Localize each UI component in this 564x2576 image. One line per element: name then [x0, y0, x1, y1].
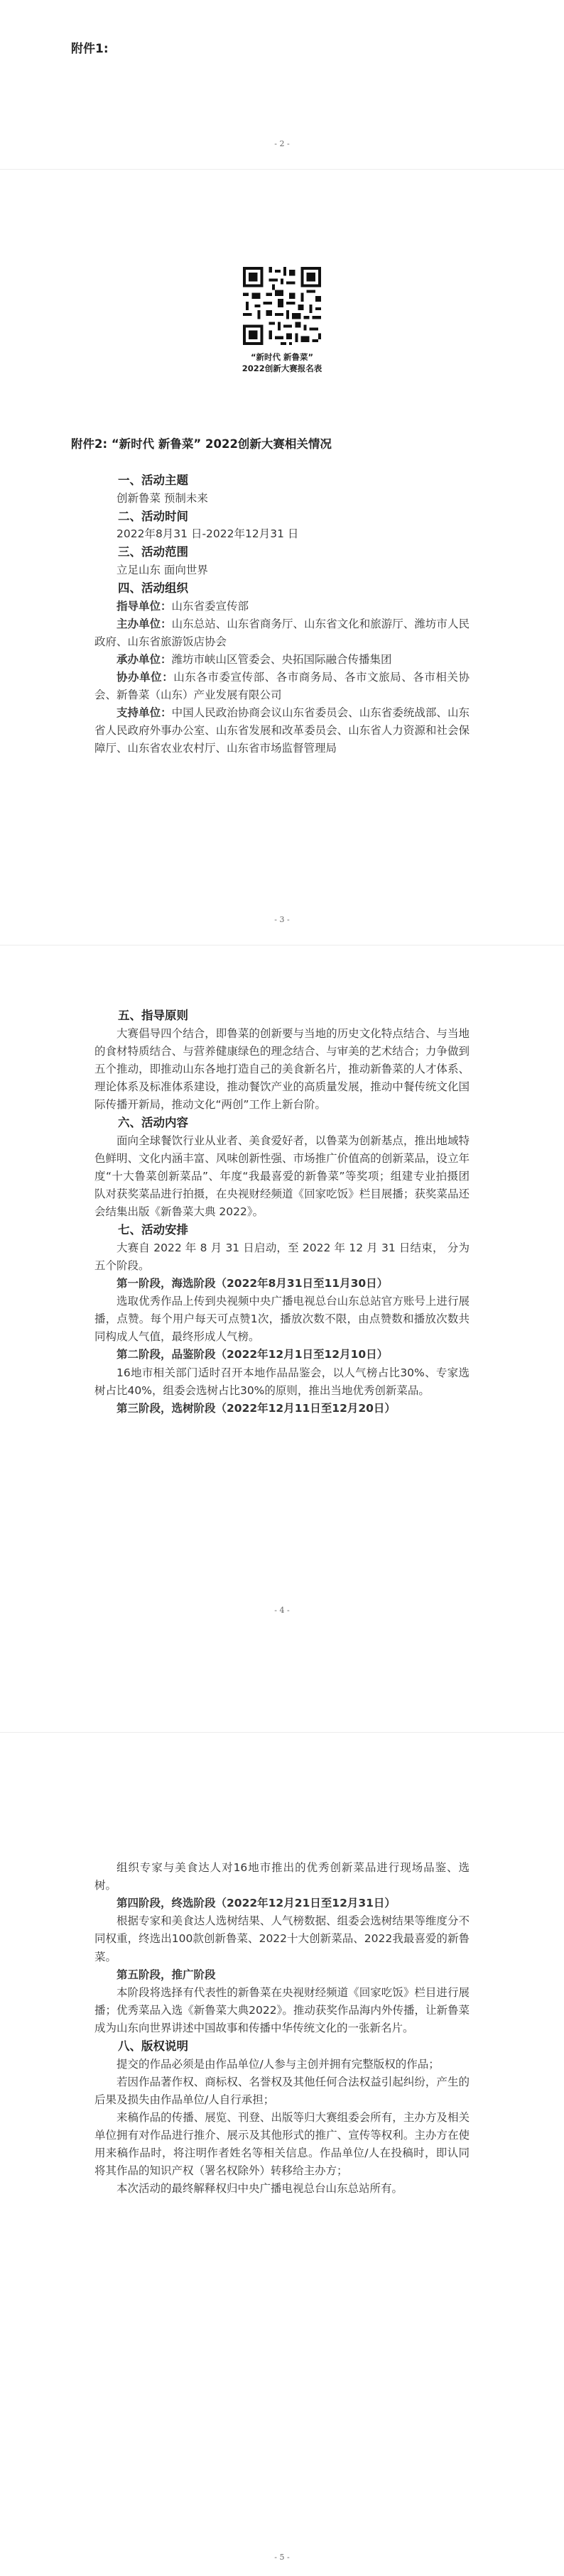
section-heading: 三、活动范围 — [118, 545, 188, 559]
page-number: - 2 - — [274, 139, 290, 148]
org-host — [94, 615, 470, 651]
section-text: 2022年8月31 日-2022年12月31 日 — [116, 527, 299, 541]
annex2-title: 附件2: “新时代 新鲁菜” 2022创新大赛相关情况 — [71, 437, 332, 451]
org-text: 山东各市委宣传部、各市商务局、各市文旅局、各市相关协会、新鲁菜（山东）产业发展有限公司 — [94, 671, 470, 702]
copyright-item: 本次活动的最终解释权归中央广播电视总台山东总站所有。 — [116, 2182, 403, 2196]
phase-text: 本阶段将选择有代表性的新鲁菜在央视财经频道《回家吃饭》栏目进行展播；优秀菜品入选《新鲁菜大典2022》。推动获奖作品海内外传播，让新鲁菜成为山东向世界讲述中国故事和传播中华传统文化的一张新名片。 — [94, 1985, 470, 2034]
qr-caption-line2: 2022创新大赛报名表 — [242, 363, 322, 373]
phase-text: 16地市相关部门适时召开本地作品品鉴会，以人气榜占比30%、专家选树占比40%，组委会选树占比30%的原则，推出当地优秀创新菜品。 — [94, 1366, 470, 1397]
phase-title: 第二阶段，品鉴阶段（2022年12月1日至12月10日） — [116, 1348, 389, 1361]
org-text: 中国人民政治协商会议山东省委员会、山东省委统战部、山东省人民政府外事办公室、山东省发展和改革委员会、山东省人力资源和社会保障厅、山东省农业农村厅、山东省市场监督管理局 — [94, 706, 470, 755]
section-heading: 二、活动时间 — [118, 509, 188, 523]
copyright-item: 提交的作品必须是由作品单位/人参与主创并拥有完整版权的作品； — [116, 2057, 440, 2071]
copyright-item: 来稿作品的传播、展览、刊登、出版等归大赛组委会所有，主办方及相关单位拥有对作品进行推介、展示及其他形式的推广、宣传等权利。主办方在使用来稿作品时，将注明作者姓名等相关信息。作品单位/人在投稿时，即认同将其作品的知识产权（署名权除外）转移给主办方； — [94, 2110, 470, 2178]
org-label: 支持单位： — [116, 706, 172, 720]
org-text: 山东总站、山东省商务厅、山东省文化和旅游厅、潍坊市人民政府、山东省旅游饭店协会 — [94, 617, 470, 648]
page2-body — [94, 471, 470, 758]
phase-text: 根据专家和美食达人选树结果、人气榜数据、组委会选树结果等维度分不同权重，终选出100款创新鲁菜、2022十大创新菜品、2022我最喜爱的新鲁菜。 — [94, 1914, 470, 1963]
org-guide — [94, 598, 470, 615]
qr-caption-line1: “新时代 新鲁菜” — [250, 352, 314, 362]
section-text: 立足山东 面向世界 — [116, 563, 208, 576]
phase-title: 第一阶段，海选阶段（2022年8月31日至11月30日） — [116, 1277, 389, 1290]
section-heading: 五、指导原则 — [118, 1009, 188, 1022]
section-text: 创新鲁菜 预制未来 — [116, 491, 208, 505]
org-text: 山东省委宣传部 — [171, 599, 249, 613]
document-page-4 — [0, 1733, 564, 2576]
phase-title: 第五阶段，推广阶段 — [116, 1968, 216, 1981]
page3-body — [94, 1007, 470, 1418]
section-heading: 一、活动主题 — [118, 473, 188, 487]
section-heading: 六、活动内容 — [118, 1116, 188, 1130]
org-label: 指导单位： — [116, 599, 172, 613]
qr-code-icon — [240, 264, 324, 348]
qr-code-block — [239, 264, 325, 374]
page-number: - 3 - — [274, 915, 290, 924]
org-label: 协办单位： — [116, 671, 174, 684]
section-text: 大赛倡导四个结合，即鲁菜的创新要与当地的历史文化特点结合、与当地的食材特质结合、与营养健康绿色的理念结合、与审美的艺术结合；力争做到五个推动，即推动山东各地打造自己的美食新名片，推动新鲁菜的人才体系、理论体系及标准体系建设，推动餐饮产业的高质量发展，推动中餐传统文化国际传播开新局，推动文化“两创”工作上新台阶。 — [94, 1026, 470, 1111]
document-page-2 — [0, 170, 564, 945]
section-text: 大赛自 2022 年 8 月 31 日启动，至 2022 年 12 月 31 日结束， 分为五个阶段。 — [94, 1241, 470, 1272]
document-page-3 — [0, 946, 564, 1732]
phase-text: 选取优秀作品上传到央视频中央广播电视总台山东总站官方账号上进行展播，点赞。每个用户每天可点赞1次，播放次数不限，由点赞数和播放次数共同构成人气值，最终形成人气榜。 — [94, 1295, 470, 1344]
page-number: - 5 - — [274, 2553, 290, 2562]
org-label: 主办单位： — [116, 617, 172, 630]
annex1-label: 附件1: — [71, 42, 109, 56]
org-label: 承办单位： — [116, 652, 172, 666]
page4-body — [94, 1859, 470, 2198]
page-number: - 4 - — [274, 1606, 290, 1615]
phase-title: 第三阶段，选树阶段（2022年12月11日至12月20日） — [116, 1401, 396, 1415]
org-text: 潍坊市峡山区管委会、央拓国际融合传播集团 — [171, 652, 392, 666]
org-undertake — [94, 651, 470, 669]
phase-title: 第四阶段，终选阶段（2022年12月21日至12月31日） — [116, 1897, 396, 1910]
section-heading: 八、版权说明 — [118, 2039, 188, 2054]
section-text: 面向全球餐饮行业从业者、美食爱好者，以鲁菜为创新基点，推出地域特色鲜明、文化内涵丰富、风味创新性强、市场推广价值高的创新菜品，设立年度“十大鲁菜创新菜品”、年度“我最喜爱的新鲁菜”等奖项；组建专业拍摄团队对获奖菜品进行拍摄，在央视财经频道《回家吃饭》栏目展播；获奖菜品还会结集出版《新鲁菜大典 2022》。 — [94, 1134, 470, 1219]
org-co — [94, 669, 470, 704]
org-support — [94, 704, 470, 757]
copyright-item: 若因作品著作权、商标权、名誉权及其他任何合法权益引起纠纷，产生的后果及损失由作品单位/人自行承担； — [94, 2075, 470, 2106]
section-heading: 七、活动安排 — [118, 1223, 188, 1237]
section-heading: 四、活动组织 — [118, 581, 188, 596]
phase-text: 组织专家与美食达人对16地市推出的优秀创新菜品进行现场品鉴、选树。 — [94, 1861, 470, 1892]
